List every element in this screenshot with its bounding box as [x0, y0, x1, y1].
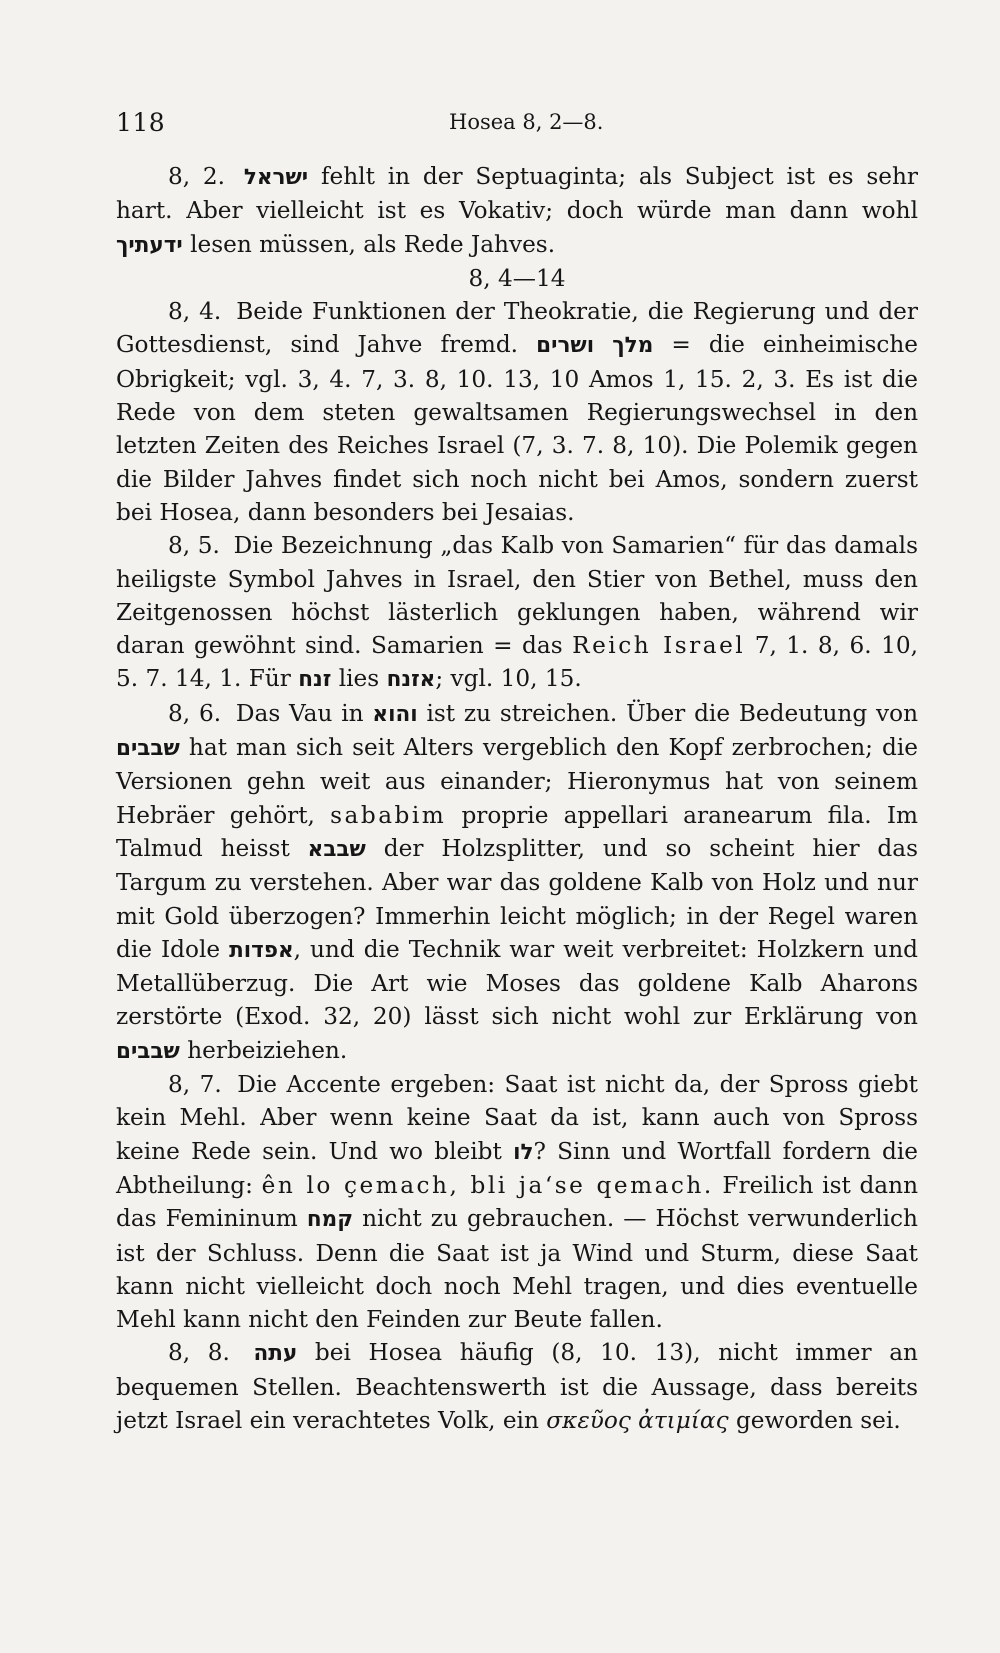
paragraph-text: geworden sei. [735, 1406, 901, 1434]
page-body [116, 160, 918, 1437]
hebrew-word: והוא [372, 701, 418, 727]
verse-reference: 8, 8. [168, 1339, 230, 1367]
paragraph-text: der Holzsplitter, und so scheint hier das Targum zu verstehen. Aber war das goldene Kalb von Holz und nur mit Gold überzogen? Immerhin leicht möglich; in der Regel waren die Idole [116, 834, 918, 963]
paragraph-text: hat man sich seit Alters vergeblich den Kopf zerbrochen; die Versionen gehn weit aus einander; Hieronymus hat von seinem Hebräer gehört, [116, 734, 919, 829]
spaced-emphasis: ên lo çemach, bli ja‘se qemach. [261, 1171, 714, 1199]
paragraph-text: Die Accente ergeben: Saat ist nicht da, der Spross giebt kein Mehl. Aber wenn keine Saat da ist, kann auch von Spross keine Rede sein. Und wo bleibt [116, 1071, 918, 1165]
verse-reference: 8, 2. [168, 163, 226, 190]
paragraph-8-6 [116, 697, 918, 1068]
paragraph-text: proprie appellari aranearum fila. Im Talmud heisst [116, 801, 919, 862]
hebrew-word: שבבים [116, 1038, 180, 1064]
hebrew-word: מלך ושרים [536, 333, 654, 359]
running-head: Hosea 8, 2—8. [449, 110, 604, 134]
greek-phrase: σκεῦος ἀτιμίας [546, 1406, 729, 1434]
paragraph-text: lies [338, 665, 380, 693]
paragraph-text: nicht zu gebrauchen. — Höchst verwunderlich ist der Schluss. Denn die Saat ist ja Wind und Sturm, diese Saat kann nicht vielleicht doch noch Mehl tragen, und dies eventuelle Mehl kann nicht den Feinden zur Beute fallen. [116, 1205, 918, 1334]
hebrew-word: אפדות [229, 937, 294, 963]
hebrew-word: זנח [298, 667, 332, 693]
hebrew-word: עתה [253, 1341, 298, 1367]
paragraph-text: ist zu streichen. Über die Bedeutung von [426, 699, 918, 727]
hebrew-word: ישראל [243, 165, 309, 190]
spaced-emphasis: sababim [330, 801, 447, 829]
hebrew-word: אזנח [386, 667, 436, 693]
paragraph-text: 7, 1. 8, 6. 10, 5. 7. 14, 1. Für [116, 632, 918, 693]
hebrew-word: קמח [306, 1207, 354, 1233]
paragraph-text: herbeiziehen. [187, 1036, 348, 1064]
hebrew-word: שבבא [307, 836, 366, 862]
paragraph-text: = die einheimische Obrigkeit; vgl. 3, 4. 7, 3. 8, 10. 13, 10 Amos 1, 15. 2, 3. Es ist die Rede von dem steten gewaltsamen Regierungswechsel in den letzten Zeiten des Reiches Israel (7, 3. 7. 8, 10). Die Polemik gegen die Bilder Jahves findet sich noch nicht bei Amos, sondern zuerst bei Hosea, dann besonders bei Jesaias. [116, 331, 919, 526]
page-header [116, 108, 918, 138]
verse-reference: 8, 5. [168, 532, 220, 560]
paragraph-8-8 [116, 1336, 918, 1437]
paragraph-text: , und die Technik war weit verbreitet: Holzkern und Metallüberzug. Die Art wie Moses das goldene Kalb Aharons zerstörte (Exod. 32, 20) lässt sich nicht wohl zur Erklärung von [116, 935, 918, 1031]
paragraph-text: bei Hosea häufig (8, 10. 13), nicht immer an bequemen Stellen. Beachtenswerth ist die Aussage, dass bereits jetzt Israel ein verachtetes Volk, ein [116, 1339, 918, 1434]
paragraph-text: Beide Funktionen der Theokratie, die Regierung und der Gottesdienst, sind Jahve fremd. [116, 298, 918, 359]
paragraph-8-5 [116, 529, 918, 696]
paragraph-8-7 [116, 1068, 918, 1336]
verse-reference: 8, 7. [168, 1071, 222, 1099]
paragraph-8-2 [116, 160, 918, 262]
paragraph-text: Freilich ist dann das Femininum [116, 1171, 919, 1233]
verse-reference: 8, 6. [168, 699, 222, 727]
paragraph-8-4 [116, 295, 918, 529]
hebrew-word: שבבים [116, 736, 180, 762]
paragraph-text: fehlt in der Septuaginta; als Subject ist es sehr hart. Aber vielleicht ist es Vokativ; doch würde man dann wohl [116, 163, 918, 225]
verse-reference: 8, 4. [168, 298, 222, 326]
paragraph-text: ? Sinn und Wortfall fordern die Abtheilung: [116, 1137, 918, 1199]
section-heading: 8, 4—14 [468, 264, 566, 292]
hebrew-word: ידעתיך [116, 232, 183, 258]
hebrew-word: לו [513, 1139, 534, 1165]
paragraph-text: ; vgl. 10, 15. [435, 665, 582, 693]
paragraph-text: Die Bezeichnung „das Kalb von Samarien“ für das damals heiligste Symbol Jahves in Israel, den Stier von Bethel, muss den Zeitgenossen höchst lästerlich geklungen haben, während wir daran gewöhnt sind. Samarien = das [116, 532, 918, 660]
paragraph-text: Das Vau in [235, 699, 364, 727]
spaced-emphasis: Reich Israel [572, 632, 746, 660]
page-number: 118 [116, 108, 166, 137]
paragraph-text: lesen müssen, als Rede Jahves. [190, 230, 556, 258]
